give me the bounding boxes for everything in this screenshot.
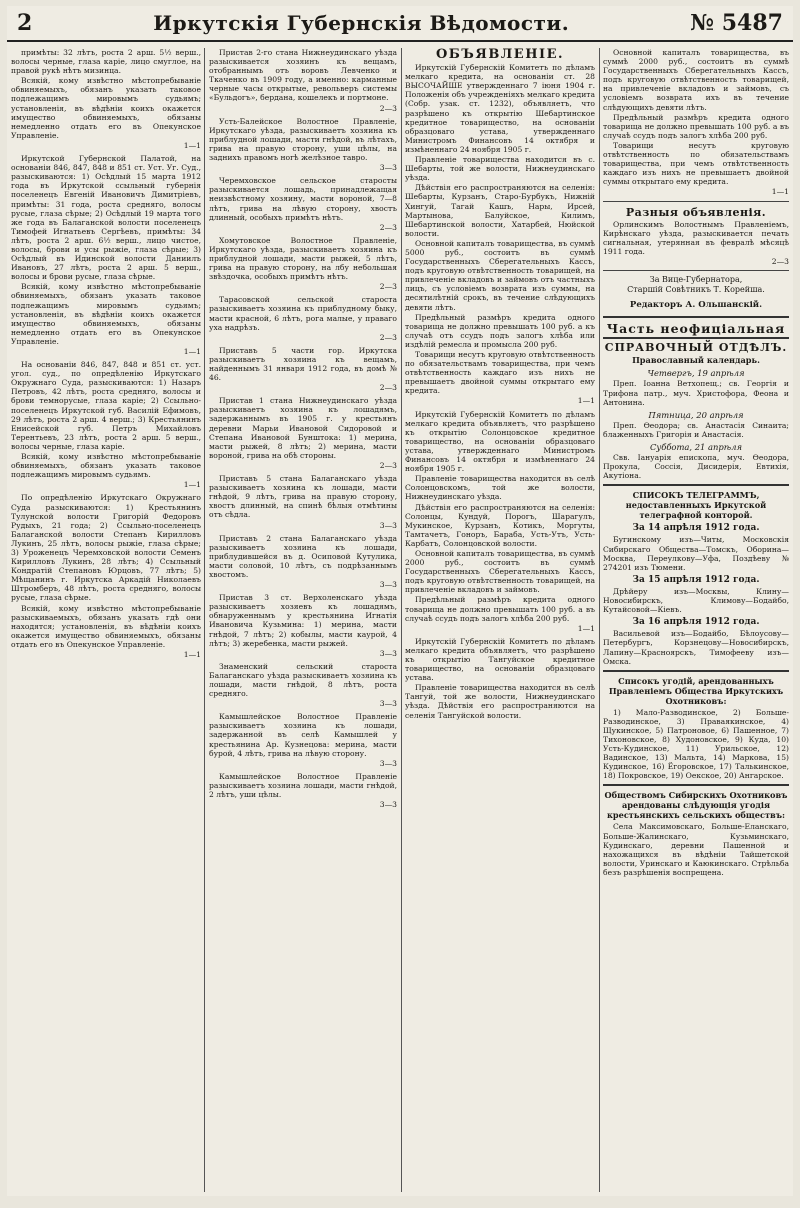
notice-counter: 1—1 [183,480,201,490]
notice-counter: 1—1 [183,650,201,659]
notice-counter: 3—3 [379,699,397,709]
announcement-paragraph: Правленіе товарищества находится въ с. Шебарты, той же волости, Нижнеудинскаго уѣзда. [405,155,595,183]
page-header [7,6,793,42]
notice-counter: 1—1 [577,623,595,633]
society-paragraph: Села Максимовскаго, Больше-Еланскаго, Больше-Жалинскаго, Кузьминскаго, Кудинскаго, деревни Пашенной и нахожащихся въ вѣдѣніи Тайшетской волости, Уринскаго и Каюкинскаго. Стрѣльба безъ разрѣшенія воспрещена. [603,822,789,877]
announcement-paragraph: Правленіе товарищества находится въ селѣ Солонцовскомъ, той же волости, Нижнеудинскаго уѣзда. [405,474,595,502]
notice-counter: 3—3 [379,520,397,530]
telegram-list: Бугинскому изъ—Читы, Московскія Сибирскаго Общества—Томскъ, Оборина—Москва, Переулкову—Уфа, Поздѣеву № 274201 изъ Тюмени. [603,535,789,572]
announcement-paragraph: Основной капиталъ товарищества, въ суммѣ 5000 руб., состоитъ въ суммѣ Государственныхъ Сберегательныхъ Кассъ, подъ круговую отвѣтственность товарищей, на привлеченіе вкладовъ и займовъ отъ частныхъ лицъ, съ условіемъ возврата изъ суммы, на десятилѣтній срокъ, въ течение слѣдующихъ девяти лѣтъ. [405,238,595,312]
notice-counter: 1—1 [577,396,595,406]
announcement-paragraph: Товарищи несутъ круговую отвѣтственность по обязательствамъ товарищества, при чемъ отвѣтственность каждаго изъ нихъ не превышаетъ двойной суммы открытаго ему кредита. [405,350,595,396]
announcement-paragraph: Основной капиталъ товарищества, въ суммѣ 2000 руб., состоитъ въ суммѣ Государственныхъ Сберегательныхъ Кассъ, подъ круговую отвѣтственность товарищей, на привлеченіе вкладовъ и займовъ. [405,548,595,595]
calendar-day: Суббота, 21 апрѣля [649,442,743,452]
calendar-entry: Преп. Іоанна Ветхопещ.; св. Георгія и Трифона патр., муч. Христофора, Феона и Антонина. [603,379,789,407]
notice-counter: 2—3 [771,256,789,266]
notice-paragraph: Приставъ 2 стана Балаганскаго уѣзда разыскиваетъ хозяина къ лошади, приблудившейся въ д. Осиповой Кутулика, масти соловой, 10 лѣтъ, съ подрѣзаннымъ хвостомъ. [209,533,397,579]
column-2 [209,48,397,1192]
article-paragraph: Всякій, кому извѣстно мѣстопребываніе обвиняемыхъ, обязанъ указать таковое подлежащимъ мировымъ судьямъ; установленія, въ вѣдѣніи коихъ окажется имущество обвиняемыхъ, обязаны немедленно отдать его въ Опекунское Управленіе. [11,76,201,140]
reference-heading: СПРАВОЧНЫЙ ОТДѢЛЪ. [604,341,788,355]
telegram-date: За 15 апрѣля 1912 года. [632,574,760,585]
notice-paragraph: Приставъ 5 стана Балаганскаго уѣзда разыскиваетъ хозяина къ лошади, масти гнѣдой, 9 лѣтъ, грива на правую сторону, хвостъ длинный, на спинѣ бѣлыя отмѣтины отъ сѣдла. [209,474,397,520]
column-4 [603,48,789,1192]
signature-line-1: За Вице-Губернатора, [649,275,743,285]
hunting-grounds-heading: Списокъ угодій, арендованныхъ Правленіемъ Общества Иркутскихъ Охотниковъ: [608,675,784,706]
section-rule [603,670,789,672]
notice-paragraph: Черемховское сельское старосты разыскивается лошадь, принадлежащая неизвѣстному хозяину, масти вороной, 7—8 лѣтъ, грива на лѣвую сторону, хвостъ длинный, особыхъ примѣтъ нѣтъ. [209,176,397,222]
notice-counter: 3—3 [379,580,397,590]
unofficial-heading: Часть неофиціальная [606,321,786,337]
calendar-entry: Преп. Ѳеодора; св. Анастасія Синаита; блаженныхъ Григорія и Анастасія. [603,420,789,439]
announcement-paragraph: Дѣйствія его распространяются на селенія: Солонцы, Кундуй, Порогъ, Шарагулъ, Мукинское, Курзанъ, Котикъ, Моргуты, Тамтачетъ, Гоноръ, Бараба, Усть-Утъ, Усть-Карбатъ, Солонцовской волости. [405,502,595,548]
notice-counter: 3—3 [379,648,397,658]
notice-paragraph: Пристав 3 ст. Верхоленскаго уѣзда разыскиваетъ хозяевъ къ лошадямъ, обнаруженнымъ у крестьянина Игнатія Ивановича Кузьмина: 1) мерина, масти гнѣдой, 7 лѣтъ; 2) кобылы, масти каурой, 4 лѣтъ; 3) жеребенка, масти рыжей. [209,593,397,648]
article-paragraph: По опредѣленію Иркутскаго Окружнаго Суда разыскиваются: 1) Крестьянинъ Тулунской волости Григорій Федоровъ Рудыхъ, 21 года; 2) Ссыльно-поселенецъ Балаганской волости Степанъ Кирилловъ Лукинъ, 25 лѣтъ, волосы рыжіе, глаза сѣрые; 3) Уроженецъ Черемховской волости Семенъ Кирилловъ Лукинъ, 28 лѣтъ; 4) Ссыльный Кондратій Степановъ Юрцовъ, 77 лѣтъ; 5) Мѣщанинъ г. Иркутска Аркадій Николаевъ Штромберъ, 48 лѣтъ, роста средняго, волосы русые, глаза сѣрые. [11,493,201,603]
announcement-paragraph: Иркутскій Губернскій Комитетъ по дѣламъ мелкаго кредита объявляетъ, что разрѣшено къ открытію Солонцовское кредитное товарищество, на основаніи образцоваго устава, утвержденнаго Министромъ Финансовъ 14 октября и измѣненнаго 24 ноября 1905 г. [405,409,595,474]
ad-paragraph: Орлинскимъ Волостнымъ Правленіемъ, Кирѣнскаго уѣзда, разыскивается печать сигнальная, утерянная въ февралѣ мѣсяцѣ 1911 года. [603,219,789,256]
article-paragraph: Иркутской Губернской Палатой, на основаніи 846, 847, 848 и 851 ст. Уст. Уг. Суд., разыскиваются: 1) Осѣдлый 15 марта 1912 года въ Иркутской ссыльный губернія поселенецъ Евгеній Ивановичъ Димитріевъ, примѣты: 31 года, роста средняго, волосы русые, глаза сѣрые; 2) Осѣдлый 19 марта того же года въ Балаганской волости поселенецъ Тимофей Игнатьевъ Сергѣевъ, примѣты: 34 лѣтъ, роста 2 арш. 6½ верш., лицо чистое, волосы, брови и усы рыжіе, глаза сѣрые; 3) Осѣдлый въ Идинской волости Даниилъ Ивановъ, 27 лѣтъ, роста 2 арш. 5 верш., волосы и брови русые, глаза сѣрые. [11,154,201,282]
telegram-list: Дрѣйеру изъ—Москвы, Клину—Новосибирскъ, Климову—Бодайбо, Кутайсовой—Кіевъ. [603,586,789,615]
announcement-paragraph: Предѣльный размѣръ кредита одного товарища не должно превышать 100 руб. а въ случаѣ ссудъ подъ залогъ хлѣба 200 руб. [405,595,595,623]
society-heading: Обществомъ Сибирскихъ Охотниковъ арендованы слѣдующія угодія крестьянскихъ сельскихъ обществъ: [604,790,788,821]
telegram-date: За 14 апрѣля 1912 года. [632,523,760,534]
notice-counter: 1—1 [183,140,201,150]
notice-counter: 3—3 [379,163,397,173]
section-rule [603,270,789,271]
calendar-day: Пятница, 20 апрѣля [648,409,744,420]
telegram-list: Васильевой изъ—Бодайбо, Бѣлоусову—Петербургъ, Корзнецову—Новосибирскъ, Лапину—Красноярскъ, Тимофееву изъ—Омска. [603,629,789,666]
telegram-date: За 16 апрѣля 1912 года. [632,617,760,628]
notice-counter: 1—1 [771,187,789,197]
article-paragraph: Всякій, кому извѣстно мѣстопребываніе обвиняемыхъ, обязанъ указать таковое подлежащимъ мировымъ судьямъ; установленія, въ вѣдѣніи коихъ окажется имущество обвиняемыхъ, обязаны немедленно отдать его въ Опекунское Управленіе. [11,282,201,346]
notice-paragraph: Приставъ 5 части гор. Иркутска разыскиваетъ хозяина къ вещамъ, найденнымъ 31 января 1912 года, въ домѣ № 46. [209,345,397,383]
newspaper-page [7,6,793,1196]
notice-paragraph: Камышлейское Волостное Правленіе разыскиваетъ хозяина лошади, масти гнѣдой, 2 лѣтъ, уши цѣлы. [209,771,397,800]
calendar-entry: Свв. Іануарія епископа, муч. Ѳеодора, Прокула, Соссія, Дисидерія, Евтихія, Акутіона. [603,453,789,481]
column-divider [204,48,205,1192]
section-rule [603,201,789,202]
announcement-paragraph: Предѣльный размѣръ кредита одного товарища не должно превышать 100 руб. а къ случаѣ отъ ссудъ подъ залогъ хлѣба или издѣлій ремесла и промысла 200 руб. [405,312,595,349]
notice-paragraph: Пристав 1 стана Нижнеудинскаго уѣзда разыскиваетъ хозяина къ лошадямъ, задержаннымъ въ 1905 г. у крестьянъ деревни Марьи Ивановой Сидоровой и Степана Ивановой Бунштока: 1) мерина, масти рыжей, 8 лѣтъ; 2) мерина, масти вороной, грива на обѣ стороны. [209,396,397,460]
notice-counter: 2—3 [379,460,397,470]
section-rule [603,484,789,486]
issue-number: № 5487 [690,10,783,36]
article-paragraph: примѣты: 32 лѣтъ, роста 2 арш. 5½ верш., волосы черные, глаза карie, лицо смуглое, на правой рукѣ нѣтъ мизинца. [11,48,201,76]
notice-counter: 2—3 [379,103,397,113]
article-paragraph: Всякій, кому извѣстно мѣстопребываніе разыскиваемыхъ, обязанъ указать гдѣ они находятся; установленія, въ вѣдѣніи коихъ окажется имущество обвиняемыхъ, обязаны отдать его въ Опекунское Управленіе. [11,603,201,649]
misc-ads-heading: Разныя объявленія. [625,205,767,219]
column-3 [405,48,595,1192]
announcement-paragraph: Дѣйствія его распространяются на селенія: Шебарты, Курзанъ, Старо-Бурбукъ, Нижній Хингуй, Тагай Кашъ, Нары, Ирсей, Мартынова, Балуйское, Килимъ, Шебартинской волости, Хатарбей, Нюйской волости. [405,183,595,238]
notice-paragraph: Хомутовское Волостное Правленіе, Иркутскаго уѣзда, разыскиваетъ хозяина къ приблудной лошади, масти рыжей, 5 лѣтъ, грива на правую сторону, на лбу небольшая звѣздочка, особыхъ примѣтъ нѣтъ. [209,235,397,282]
announcement-heading: ОБЪЯВЛЕНІЕ. [435,48,565,62]
newspaper-title: Иркутскія Губернскія Вѣдомости. [153,11,570,35]
announcement-paragraph: Иркутскій Губернскій Комитетъ по дѣламъ мелкаго кредита объявляетъ, что разрѣшено къ открытію Тангуйское кредитное товарищество, на основаніи образцоваго устава. [405,636,595,683]
announcement-paragraph: Правленіе товарищества находится въ селѣ Тангуй, той же волости, Нижнеудинскаго уѣзда. Дѣйствія его распространяются на селенія Тангуйской волости. [405,683,595,720]
hunting-grounds-list: 1) Мало-Разводинское, 2) Больше-Разводинское, 3) Праваякинское, 4) Щукинское, 5) Патроновое, 6) Пашенное, 7) Тихоновское, 8) Худоновское, 9) Куда, 10) Усть-Кудинское, 11) Урильское, 12) Вадинское, 13) Мальта, 14) Маркова, 15) Кудинское, 16) Ёгоровское, 17) Талькинское, 18) Покровское, 19) Оекское, 20) Ангарское. [603,707,789,781]
announcement-paragraph: Основной капиталъ товарищества, въ суммѣ 2000 руб., состоитъ въ суммѣ Государственныхъ Сберегательныхъ Кассъ, подъ круговую отвѣтственность товарищей, на привлеченіе вкладовъ и займовъ, съ условіемъ возврата ихъ въ течение слѣдующихъ девяти лѣтъ. [603,48,789,112]
signature-line-2: Старшій Совѣтникъ Т. Корейша. [627,285,765,295]
article-paragraph: Всякій, кому извѣстно мѣстопребываніе обвиняемыхъ, обязанъ указать таковое подлежащимъ мировымъ судьямъ. [11,452,201,480]
announcement-paragraph: Предѣльный размѣръ кредита одного товарища не должно превышать 100 руб. а въ случаѣ ссудъ подъ залогъ хлѣба 200 руб. [603,112,789,140]
notice-counter: 2—3 [379,332,397,342]
notice-counter: 3—3 [379,758,397,768]
notice-paragraph: Пристав 2-го стана Нижнеудинскаго уѣзда разыскивается хозяинъ къ вещамъ, отобраннымъ отъ воровъ Левченко и Ткаченко въ 1909 году, а именно: карманные черные часы открытые, револьверъ системы «Бульдогъ», бердана, кошелекъ и портмоне. [209,48,397,103]
column-divider [401,48,402,1192]
announcement-paragraph: Товарищи несутъ круговую отвѣтственность по обязательствамъ товарищества, при чемъ отвѣтственность каждаго изъ нихъ не превышаетъ двойной суммы открытаго ему кредита. [603,140,789,187]
article-paragraph: На основаніи 846, 847, 848 и 851 ст. уст. угол. суд., по опредѣленію Иркутскаго Окружнаго Суда, разыскиваются: 1) Назаръ Петровъ, 42 лѣтъ, роста средняго, волосы и брови темнорусые, глаза карie; 2) Ссыльно-поселенецъ Иркутской губ. Василій Ефимовъ, 29 лѣтъ, роста 2 арш. 4 верш.; 3) Крестьянинъ Енисейской губ. Петръ Михайловъ Терентьевъ, 23 лѣтъ, роста 2 арш. 5 верш., волосы черные, глаза карie. [11,360,201,451]
calendar-heading: Православный календарь. [632,355,760,366]
notice-counter: 2—3 [379,282,397,292]
editor-line: Редакторъ А. Ольшанскій. [629,300,763,311]
notice-paragraph: Усть-Балейское Волостное Правленіе, Иркутскаго уѣзда, разыскиваетъ хозяина къ приблудной лошади, масти гнѣдой, въ лѣтахъ, грива на правую сторону, уши цѣлы, на заднихъ правомъ ногѣ желѣзное тавро. [209,116,397,163]
section-rule [603,784,789,786]
notice-paragraph: Знаменский сельский староста Балаганскаго уѣзда разыскиваетъ хозяина къ лошади, масти гнѣдой, 8 лѣтъ, роста средняго. [209,661,397,699]
page-number: 2 [17,10,33,36]
notice-counter: 2—3 [379,383,397,393]
telegrams-heading: СПИСОКЪ ТЕЛЕГРАММЪ, недоставленныхъ Иркутской телеграфной конторой. [625,490,767,521]
notice-counter: 1—1 [183,347,201,356]
column-1 [11,48,201,1192]
notice-paragraph: Камышлейское Волостное Правленіе разыскиваетъ хозяина къ лошади, задержанной въ селѣ Камышлей у крестьянина Ар. Кузнецова: мерина, масти бурой, 4 лѣтъ, грива на лѣвую сторону. [209,712,397,758]
column-divider [599,48,600,1192]
announcement-paragraph: Иркутскій Губернскій Комитетъ по дѣламъ мелкаго кредита, на основаніи ст. 28 ВЫСОЧАЙШЕ утвержденнаго 7 іюня 1904 г. Положенія объ учрежденіяхъ мелкаго кредита (Собр. узак. ст. 1232), объявляетъ, что разрѣшено къ открытію Шебартинское кредитное товарищество, на основаніи образцоваго устава, утвержденнаго Министромъ Финансовъ 14 октября и измѣненнаго 24 ноября 1905 г. [405,63,595,154]
calendar-day: Четвергъ, 19 апрѣля [647,368,745,379]
notice-counter: 2—3 [379,222,397,232]
notice-counter: 3—3 [379,800,397,810]
notice-paragraph: Тарасовской сельской староста разыскиваетъ хозяина къ приблудному быку, масти красной, 6 лѣтъ, рога малые, у праваго уха надрѣзъ. [209,295,397,332]
unofficial-section-box [603,316,789,339]
